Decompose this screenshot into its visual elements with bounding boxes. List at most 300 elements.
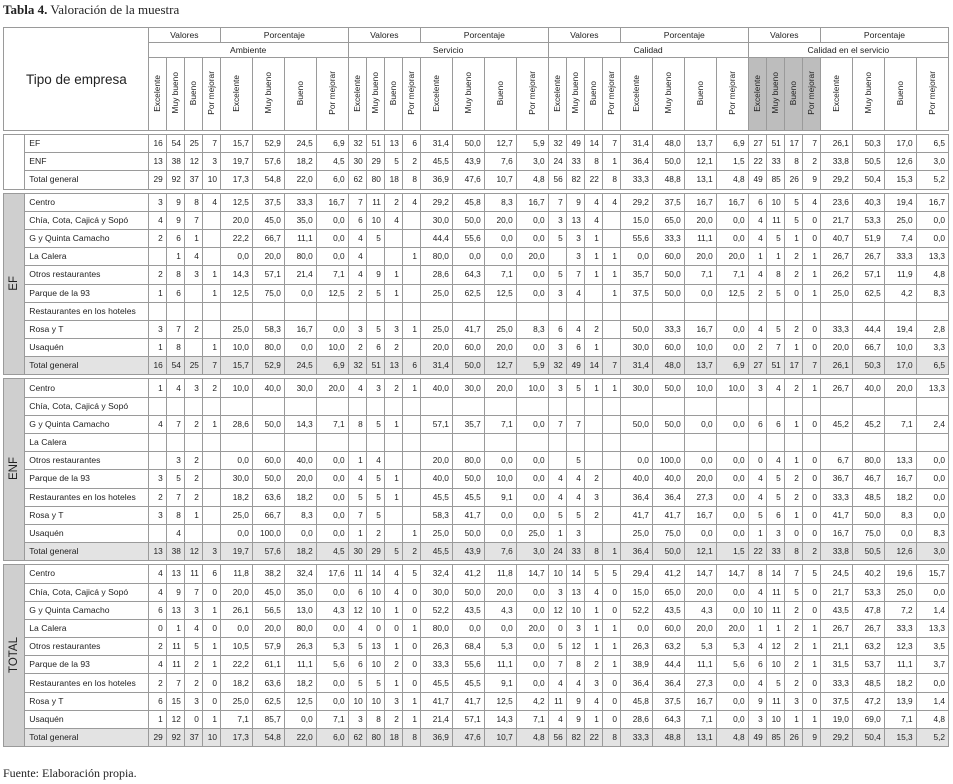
table-cell: 13,3	[884, 452, 916, 470]
table-cell	[602, 415, 620, 433]
valuation-table	[3, 27, 949, 747]
table-cell	[148, 524, 166, 542]
table-cell: 0,0	[516, 266, 548, 284]
table-cell: 29	[366, 543, 384, 561]
table-cell: 0,0	[516, 638, 548, 656]
table-cell: 15,3	[884, 729, 916, 747]
table-cell: 0,0	[284, 284, 316, 302]
table-cell: 6	[548, 320, 566, 338]
table-cell: 3	[566, 248, 584, 266]
column-header	[384, 58, 402, 131]
table-cell: 24,5	[820, 565, 852, 583]
table-cell: 0	[384, 619, 402, 637]
table-cell: 50,5	[852, 153, 884, 171]
table-cell: 1	[784, 415, 802, 433]
table-cell: 2	[148, 488, 166, 506]
table-cell: 2	[148, 229, 166, 247]
table-row	[4, 211, 949, 229]
table-cell: 11,8	[221, 565, 253, 583]
table-cell: 3,0	[916, 153, 948, 171]
column-header-label: Bueno	[694, 80, 705, 106]
table-cell: 8,3	[484, 193, 516, 211]
table-cell: 3	[766, 524, 784, 542]
table-cell: 1	[584, 266, 602, 284]
table-row	[4, 601, 949, 619]
table-cell: 0,0	[684, 415, 716, 433]
table-cell: 43,5	[452, 601, 484, 619]
column-header-label: Bueno	[494, 80, 505, 106]
table-cell: 50,0	[252, 470, 284, 488]
table-cell: 37,5	[252, 193, 284, 211]
table-cell: 44,4	[652, 656, 684, 674]
table-cell: 3	[148, 506, 166, 524]
table-cell: 50,0	[452, 211, 484, 229]
table-cell: 48,5	[852, 674, 884, 692]
table-cell: 5	[184, 638, 202, 656]
table-cell	[252, 397, 284, 415]
table-row	[4, 339, 949, 357]
values-header: Valores	[348, 28, 420, 43]
table-cell: 0,0	[316, 506, 348, 524]
table-cell: 3	[184, 379, 202, 397]
table-cell: 20,0	[221, 211, 253, 229]
table-cell: 29,2	[620, 193, 652, 211]
table-cell: 33,3	[620, 171, 652, 189]
table-cell: 33	[766, 153, 784, 171]
table-cell	[548, 302, 566, 320]
table-cell: 7,1	[884, 415, 916, 433]
table-cell: 4	[384, 583, 402, 601]
table-cell	[684, 434, 716, 452]
table-cell	[716, 434, 748, 452]
table-cell: 33,8	[820, 543, 852, 561]
table-cell: 7	[166, 488, 184, 506]
table-cell: 20,0	[484, 379, 516, 397]
table-cell: 5	[766, 470, 784, 488]
table-cell	[148, 434, 166, 452]
table-cell	[166, 397, 184, 415]
table-cell: 16,7	[316, 193, 348, 211]
table-cell: 5,9	[516, 135, 548, 153]
table-cell: 9	[566, 193, 584, 211]
table-cell: 5	[384, 153, 402, 171]
table-cell: 5,3	[716, 638, 748, 656]
table-cell: 27	[748, 135, 766, 153]
table-cell: 5	[566, 506, 584, 524]
column-header-label: Por mejorar	[526, 71, 537, 115]
table-cell: 8	[584, 543, 602, 561]
table-cell: 1	[784, 339, 802, 357]
table-cell: 3	[748, 710, 766, 728]
table-cell: 5	[802, 565, 820, 583]
table-cell: 0,0	[516, 452, 548, 470]
table-cell: 1	[384, 415, 402, 433]
table-cell: 1	[184, 229, 202, 247]
table-cell: 0,0	[284, 339, 316, 357]
table-cell: 12	[184, 543, 202, 561]
table-cell: 6,9	[716, 357, 748, 375]
table-cell: 12	[566, 638, 584, 656]
table-cell: 5	[602, 565, 620, 583]
table-cell: 4	[566, 674, 584, 692]
table-cell: 50,0	[452, 470, 484, 488]
table-cell: 26,1	[820, 357, 852, 375]
table-cell: 1	[166, 248, 184, 266]
table-cell	[184, 397, 202, 415]
table-cell: 9	[802, 729, 820, 747]
table-cell: 12	[766, 638, 784, 656]
table-cell: 1	[766, 248, 784, 266]
table-cell: 13	[166, 565, 184, 583]
table-cell: 21,7	[820, 583, 852, 601]
table-cell: 0	[802, 470, 820, 488]
table-cell: 0,0	[716, 710, 748, 728]
table-cell: 56	[548, 729, 566, 747]
table-cell	[820, 302, 852, 320]
table-cell: 6	[766, 506, 784, 524]
table-cell: 8	[784, 153, 802, 171]
table-cell	[802, 397, 820, 415]
table-cell: 1	[802, 379, 820, 397]
table-cell: 54	[166, 357, 184, 375]
table-cell: 4	[148, 565, 166, 583]
column-header	[221, 58, 253, 131]
table-cell: 10,0	[684, 339, 716, 357]
table-cell: 15,0	[620, 583, 652, 601]
table-cell: 14,7	[716, 565, 748, 583]
table-cell: 2	[802, 153, 820, 171]
table-cell: 0	[148, 619, 166, 637]
table-cell: 2	[184, 320, 202, 338]
table-row	[4, 583, 949, 601]
column-header	[652, 58, 684, 131]
table-cell: 30,0	[284, 379, 316, 397]
table-cell: 3	[548, 583, 566, 601]
table-cell: 6	[566, 339, 584, 357]
table-cell: 15,7	[221, 357, 253, 375]
table-cell: 5	[784, 211, 802, 229]
caption-text: Valoración de la muestra	[50, 2, 180, 17]
table-cell: 25,0	[516, 524, 548, 542]
column-header-label: Muy bueno	[462, 72, 473, 114]
column-header-label: Por mejorar	[926, 71, 937, 115]
table-cell: 0,0	[316, 452, 348, 470]
table-cell: 41,7	[620, 506, 652, 524]
table-cell	[402, 229, 420, 247]
table-cell	[284, 397, 316, 415]
table-cell: 47,6	[452, 729, 484, 747]
table-cell: 4,8	[716, 729, 748, 747]
table-cell	[652, 302, 684, 320]
table-cell: 1	[148, 339, 166, 357]
table-cell	[221, 302, 253, 320]
table-cell: 36,4	[620, 153, 652, 171]
table-cell: 4	[202, 193, 220, 211]
table-cell: 92	[166, 171, 184, 189]
table-cell: 1	[784, 229, 802, 247]
column-header	[166, 58, 184, 131]
table-cell: 20,0	[516, 619, 548, 637]
table-cell: 7,1	[884, 710, 916, 728]
table-cell: 2	[584, 506, 602, 524]
table-cell: 15	[166, 692, 184, 710]
table-cell	[402, 284, 420, 302]
column-header	[484, 58, 516, 131]
table-cell: 0	[402, 674, 420, 692]
table-cell: 48,5	[852, 488, 884, 506]
table-cell: 8	[366, 710, 384, 728]
table-cell: 57,6	[252, 543, 284, 561]
table-cell	[884, 302, 916, 320]
table-cell: 0	[602, 692, 620, 710]
table-cell: 21,4	[420, 710, 452, 728]
table-cell: 5	[566, 379, 584, 397]
table-cell: 63,6	[252, 674, 284, 692]
table-cell: 7,1	[516, 710, 548, 728]
table-cell: 0,0	[284, 710, 316, 728]
table-cell: 3	[184, 601, 202, 619]
table-cell: 36,9	[420, 729, 452, 747]
table-cell: 2	[784, 674, 802, 692]
table-cell: 13	[384, 135, 402, 153]
table-cell: 12,5	[316, 284, 348, 302]
table-cell: 25,0	[221, 692, 253, 710]
values-header: Valores	[548, 28, 620, 43]
table-cell: 0,0	[716, 452, 748, 470]
table-cell: 40,2	[852, 565, 884, 583]
table-cell: 5	[766, 320, 784, 338]
table-cell: 6,5	[916, 135, 948, 153]
table-cell: 0,0	[516, 229, 548, 247]
table-cell: 3,0	[916, 543, 948, 561]
table-cell: 45,2	[820, 415, 852, 433]
table-cell: 28,6	[221, 415, 253, 433]
table-row	[4, 248, 949, 266]
table-cell: 7,6	[484, 153, 516, 171]
table-cell: 8,3	[284, 506, 316, 524]
table-cell: 1	[384, 266, 402, 284]
table-cell: 25	[184, 357, 202, 375]
table-cell: 26,7	[852, 619, 884, 637]
table-cell: 12,5	[716, 284, 748, 302]
table-cell	[584, 302, 602, 320]
table-cell	[566, 434, 584, 452]
table-cell: 61,1	[252, 656, 284, 674]
table-cell: 10,0	[316, 339, 348, 357]
table-cell: 0,0	[221, 452, 253, 470]
table-cell: 19,7	[221, 543, 253, 561]
table-cell: 21,1	[820, 638, 852, 656]
table-cell: 22	[584, 729, 602, 747]
table-cell: 15,7	[916, 565, 948, 583]
table-cell: 37,5	[820, 692, 852, 710]
table-cell: 50,3	[852, 135, 884, 153]
table-cell: 1	[202, 656, 220, 674]
table-cell: 7	[202, 135, 220, 153]
table-cell: 50,0	[652, 415, 684, 433]
table-cell: 75,0	[252, 284, 284, 302]
table-cell: 47,8	[852, 601, 884, 619]
table-cell: 50,5	[852, 543, 884, 561]
table-cell: 9,1	[484, 488, 516, 506]
table-cell: 32	[548, 135, 566, 153]
table-cell: 0	[602, 710, 620, 728]
row-name: Centro	[25, 193, 148, 211]
table-cell: 20,0	[820, 339, 852, 357]
table-cell	[602, 302, 620, 320]
table-cell	[366, 397, 384, 415]
column-header-label: Bueno	[387, 80, 398, 106]
table-cell: 32,4	[284, 565, 316, 583]
table-cell: 0,0	[716, 506, 748, 524]
table-cell: 0,0	[516, 506, 548, 524]
table-cell: 0,0	[916, 583, 948, 601]
column-header-label: Excelente	[751, 74, 762, 112]
column-header-label: Bueno	[294, 80, 305, 106]
table-cell: 1	[602, 619, 620, 637]
table-caption	[3, 2, 179, 18]
table-cell: 3	[548, 284, 566, 302]
table-cell: 10	[366, 583, 384, 601]
table-cell: 17,6	[316, 565, 348, 583]
table-cell: 4	[748, 488, 766, 506]
column-header	[202, 58, 220, 131]
table-cell: 1	[402, 710, 420, 728]
table-cell: 1	[602, 284, 620, 302]
table-cell: 11,1	[684, 656, 716, 674]
table-cell	[766, 434, 784, 452]
table-cell: 80,0	[284, 619, 316, 637]
table-cell: 85	[766, 171, 784, 189]
column-header	[684, 58, 716, 131]
table-cell: 38,9	[620, 656, 652, 674]
table-cell: 0	[602, 674, 620, 692]
row-name: ENF	[25, 153, 148, 171]
table-cell: 47,2	[852, 692, 884, 710]
table-cell: 0,0	[516, 488, 548, 506]
table-cell: 1	[202, 266, 220, 284]
table-cell: 0	[802, 339, 820, 357]
table-cell: 30,0	[420, 583, 452, 601]
table-cell: 1	[384, 601, 402, 619]
table-cell: 2	[384, 193, 402, 211]
table-row	[4, 674, 949, 692]
table-cell: 11,1	[284, 229, 316, 247]
table-cell: 0	[784, 524, 802, 542]
table-row	[4, 452, 949, 470]
table-cell: 4,8	[916, 710, 948, 728]
group-header: Servicio	[348, 43, 548, 58]
table-cell: 13,7	[684, 135, 716, 153]
table-cell: 3	[366, 379, 384, 397]
table-cell	[548, 452, 566, 470]
table-cell: 0,0	[716, 211, 748, 229]
table-row	[4, 543, 949, 561]
table-cell: 26,3	[620, 638, 652, 656]
table-cell: 30,0	[420, 211, 452, 229]
table-cell: 49	[566, 135, 584, 153]
table-cell: 37,5	[652, 193, 684, 211]
table-cell: 54	[166, 135, 184, 153]
table-cell: 6	[402, 135, 420, 153]
table-row	[4, 488, 949, 506]
table-row	[4, 379, 949, 397]
table-cell: 6,0	[316, 171, 348, 189]
table-cell	[748, 397, 766, 415]
table-cell: 33,3	[284, 193, 316, 211]
table-cell: 10	[548, 565, 566, 583]
table-cell: 3	[566, 619, 584, 637]
table-cell: 33,3	[620, 729, 652, 747]
table-cell	[852, 397, 884, 415]
column-header	[852, 58, 884, 131]
table-cell: 11	[766, 692, 784, 710]
table-cell: 2	[784, 470, 802, 488]
table-cell: 41,2	[652, 565, 684, 583]
table-cell: 5,2	[916, 729, 948, 747]
table-cell: 1	[584, 601, 602, 619]
table-cell: 2	[184, 488, 202, 506]
table-cell: 0,0	[484, 248, 516, 266]
table-cell: 0,0	[716, 229, 748, 247]
percent-header: Porcentaje	[420, 28, 548, 43]
table-cell: 1	[784, 452, 802, 470]
table-cell: 4,5	[316, 153, 348, 171]
table-cell: 16,7	[916, 193, 948, 211]
table-cell: 3	[184, 266, 202, 284]
table-cell: 6	[348, 583, 366, 601]
table-cell: 62	[348, 171, 366, 189]
table-row	[4, 397, 949, 415]
table-cell: 45,5	[420, 674, 452, 692]
table-cell: 75,0	[852, 524, 884, 542]
column-header	[284, 58, 316, 131]
table-cell: 5	[366, 284, 384, 302]
table-row	[4, 266, 949, 284]
column-header	[820, 58, 852, 131]
column-header	[884, 58, 916, 131]
table-cell: 35,0	[284, 211, 316, 229]
column-header-label: Por mejorar	[726, 71, 737, 115]
table-cell: 5,3	[316, 638, 348, 656]
table-cell: 2,4	[916, 415, 948, 433]
table-cell: 4,8	[516, 729, 548, 747]
table-cell: 50,0	[452, 135, 484, 153]
table-cell: 0,0	[884, 524, 916, 542]
table-cell: 82	[566, 729, 584, 747]
table-cell	[452, 397, 484, 415]
table-cell: 40,3	[852, 193, 884, 211]
table-cell	[184, 524, 202, 542]
table-cell	[202, 229, 220, 247]
table-cell: 1	[202, 284, 220, 302]
table-cell: 13,7	[684, 357, 716, 375]
table-cell: 8	[348, 415, 366, 433]
table-cell	[148, 452, 166, 470]
row-name: Restaurantes en los hoteles	[25, 488, 148, 506]
table-cell: 7	[602, 135, 620, 153]
table-cell: 50,0	[652, 284, 684, 302]
percent-header: Porcentaje	[221, 28, 349, 43]
table-cell: 45,0	[252, 211, 284, 229]
table-cell: 4	[348, 248, 366, 266]
table-cell: 6	[348, 211, 366, 229]
column-header	[748, 58, 766, 131]
row-name: G y Quinta Camacho	[25, 601, 148, 619]
table-cell: 0	[202, 692, 220, 710]
table-cell: 21,7	[820, 211, 852, 229]
table-cell: 40,0	[420, 379, 452, 397]
